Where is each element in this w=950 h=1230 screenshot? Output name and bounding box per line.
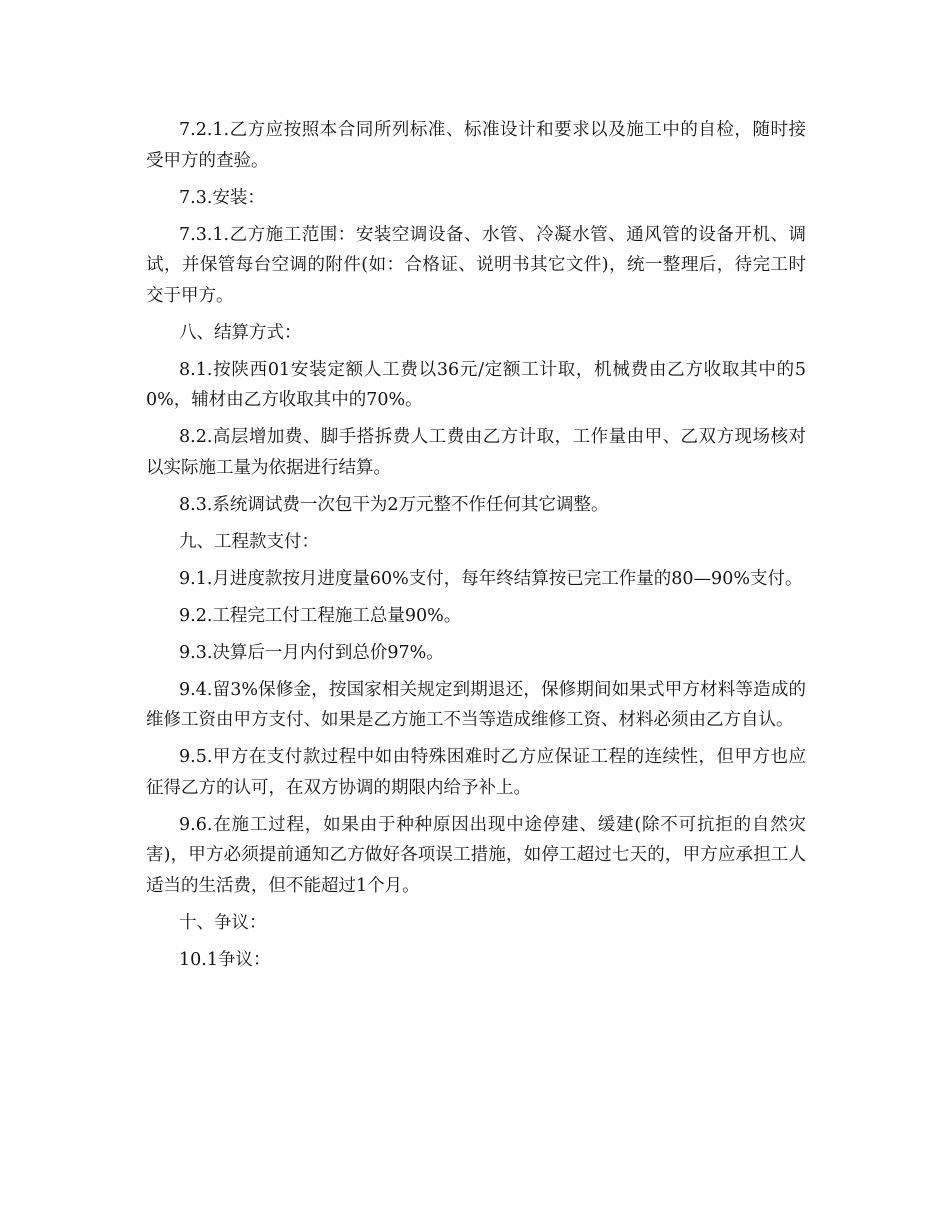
clause-8-3: 8.3.系统调试费一次包干为2万元整不作任何其它调整。 xyxy=(179,494,609,515)
document-body xyxy=(146,115,806,982)
section-8-heading: 八、结算方式： xyxy=(179,322,302,343)
clause-9-4: 9.4.留3%保修金，按国家相关规定到期退还，保修期间如果式甲方材料等造成的维修工资由甲方支付、如果是乙方施工不当等造成维修工资、材料必须由乙方自认。 xyxy=(146,679,806,730)
clause-7-3-1: 7.3.1.乙方施工范围：安装空调设备、水管、冷凝水管、通风管的设备开机、调试，并保管每台空调的附件(如：合格证、说明书其它文件)，统一整理后，待完工时交于甲方。 xyxy=(146,224,806,306)
clause-8-2: 8.2.高层增加费、脚手搭拆费人工费由乙方计取，工作量由甲、乙双方现场核对以实际施工量为依据进行结算。 xyxy=(146,427,806,478)
clause-9-3: 9.3.决算后一月内付到总价97%。 xyxy=(179,642,444,663)
clause-9-5: 9.5.甲方在支付款过程中如由特殊困难时乙方应保证工程的连续性，但甲方也应征得乙方的认可，在双方协调的期限内给予补上。 xyxy=(146,747,806,798)
section-9-heading: 九、工程款支付： xyxy=(179,531,319,552)
clause-7-3-heading: 7.3.安装： xyxy=(179,187,265,208)
clause-7-2-1: 7.2.1.乙方应按照本合同所列标准、标准设计和要求以及施工中的自检，随时接受甲方的查验。 xyxy=(146,120,806,171)
clause-9-2: 9.2.工程完工付工程施工总量90%。 xyxy=(179,605,462,626)
clause-10-1: 10.1争议： xyxy=(179,949,271,970)
clause-9-6: 9.6.在施工过程，如果由于种种原因出现中途停建、缓建(除不可抗拒的自然灾害)，甲方必须提前通知乙方做好各项误工措施，如停工超过七天的，甲方应承担工人适当的生活费，但不能超过1个月。 xyxy=(146,814,806,896)
section-10-heading: 十、争议： xyxy=(179,912,267,933)
clause-9-1: 9.1.月进度款按月进度量60%支付，每年终结算按已完工作量的80—90%支付。 xyxy=(179,568,803,589)
clause-8-1: 8.1.按陕西01安装定额人工费以36元/定额工计取，机械费由乙方收取其中的50%，辅材由乙方收取其中的70%。 xyxy=(146,359,806,410)
